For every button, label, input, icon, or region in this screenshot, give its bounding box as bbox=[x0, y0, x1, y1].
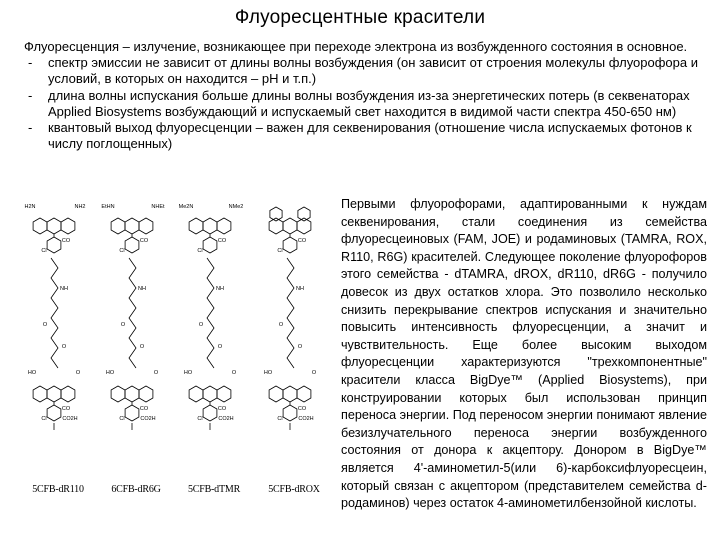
svg-text:Cl: Cl bbox=[41, 248, 47, 254]
svg-text:O: O bbox=[198, 322, 204, 328]
molecule-caption: 5CFB-dROX bbox=[268, 484, 320, 495]
molecule-caption: 5CFB-dTMR bbox=[187, 484, 241, 495]
svg-text:Cl: Cl bbox=[197, 248, 203, 254]
svg-text:CO: CO bbox=[217, 406, 227, 412]
svg-text:O: O bbox=[311, 370, 317, 376]
svg-text:HO: HO bbox=[183, 370, 193, 376]
svg-text:CO: CO bbox=[61, 238, 71, 244]
bullet-list bbox=[24, 55, 700, 152]
chemical-structure-drawing bbox=[96, 198, 176, 476]
slide-title: Флуоресцентные красители bbox=[234, 7, 486, 28]
svg-text:CO: CO bbox=[61, 406, 71, 412]
svg-text:O: O bbox=[231, 370, 237, 376]
molecule-caption: 6CFB-dR6G bbox=[111, 484, 161, 495]
chemical-structure-drawing bbox=[18, 198, 98, 476]
svg-text:CO: CO bbox=[297, 406, 307, 412]
svg-text:O: O bbox=[278, 322, 284, 328]
bullet-text: спектр эмиссии не зависит от длины волны возбуждения (он зависит от строения молекулы флуорофора и условий, в которых он находится – pH и т.п.) bbox=[48, 55, 698, 87]
svg-text:NMe2: NMe2 bbox=[228, 204, 244, 210]
svg-text:CO2H: CO2H bbox=[62, 416, 78, 422]
svg-text:NH: NH bbox=[138, 286, 146, 292]
svg-text:O: O bbox=[297, 344, 303, 350]
svg-text:H2N: H2N bbox=[24, 204, 36, 210]
bullet-text: квантовый выход флуоресценции – важен для секвенирования (отношение числа испускаемых фотонов к числу поглощенных) bbox=[48, 120, 692, 152]
svg-text:NHEt: NHEt bbox=[151, 204, 165, 210]
intro-lead: Флуоресценция – излучение, возникающее при переходе электрона из возбужденного состояния в основное. bbox=[24, 39, 688, 54]
svg-text:NH: NH bbox=[216, 286, 224, 292]
svg-text:O: O bbox=[139, 344, 145, 350]
molecule-caption: 5CFB-dR110 bbox=[32, 484, 84, 495]
svg-text:CO2H: CO2H bbox=[298, 416, 314, 422]
svg-text:Cl: Cl bbox=[119, 248, 125, 254]
svg-text:HO: HO bbox=[263, 370, 273, 376]
svg-text:O: O bbox=[61, 344, 67, 350]
svg-text:Cl: Cl bbox=[41, 416, 47, 422]
svg-text:CO: CO bbox=[139, 238, 149, 244]
bullet-text: длина волны испускания больше длины волны возбуждения из-за энергетических потерь (в секвенаторах Applied Biosystems возбуждающий и испускаемый свет находится в видимой части спектра 450-650 нм) bbox=[48, 87, 690, 119]
svg-text:CO2H: CO2H bbox=[218, 416, 234, 422]
chemical-structure-drawing bbox=[254, 198, 334, 476]
molecule-structure bbox=[174, 198, 254, 498]
svg-text:CO: CO bbox=[297, 238, 307, 244]
svg-text:Me2N: Me2N bbox=[178, 204, 194, 210]
svg-text:NH: NH bbox=[60, 286, 68, 292]
svg-text:EtHN: EtHN bbox=[101, 204, 115, 210]
svg-text:O: O bbox=[42, 322, 48, 328]
svg-text:CO2H: CO2H bbox=[140, 416, 156, 422]
chemical-structure-drawing bbox=[174, 198, 254, 476]
svg-text:O: O bbox=[75, 370, 81, 376]
bullet-item: - длина волны испускания больше длины волны возбуждения из-за энергетических потерь (в секвенаторах Applied Biosystems возбуждающий и испускаемый свет находится в видимой части спектра 450-650 нм) bbox=[28, 87, 690, 119]
svg-text:HO: HO bbox=[27, 370, 37, 376]
svg-text:O: O bbox=[217, 344, 223, 350]
svg-text:NH2: NH2 bbox=[74, 204, 86, 210]
dye-structures bbox=[18, 198, 333, 498]
svg-text:CO: CO bbox=[217, 238, 227, 244]
bullet-item: - спектр эмиссии не зависит от длины волны возбуждения (он зависит от строения молекулы флуорофора и условий, в которых он находится – pH и т.п.) bbox=[28, 55, 698, 87]
bullet-item: - квантовый выход флуоресценции – важен для секвенирования (отношение числа испускаемых фотонов к числу поглощенных) bbox=[28, 120, 692, 152]
svg-text:Cl: Cl bbox=[197, 416, 203, 422]
svg-text:O: O bbox=[153, 370, 159, 376]
svg-text:Cl: Cl bbox=[277, 248, 283, 254]
description-paragraph: Первыми флуорофорами, адаптированными к нуждам секвенирования, стали соединения из семейства флуоресцеиновых (FAM, JOE) и родаминовых (TAMRA, ROX, R110, R6G) красителей. Следующее поколение флуорофоров этого семейства - dTAMRA, dROX, dR110, dR6G - получило довесок из двух остатков хлора. Это позволило несколько снизить перекрывание спектров испускания и значительно повысить интенсивность флуоресценции, а значит и чувствительность. Еще более высоким выходом флуоресценции характеризуются "трехкомпонентные" красители класса BigDye™ (Applied Biosystems), при конструировании которых был использован принцип переноса энергии. Под переносом энергии понимают явление безизлучательного переноса энергии возбужденного состояния от донора к акцептору. Донором в BigDye™ является 4'-аминометил-5(или 6)-карбоксифлуоресцеин, который связан с акцептором (представителем семейства d-родаминов) через остаток 4-аминометилбензойной кислоты. bbox=[341, 197, 707, 511]
description-text bbox=[341, 196, 707, 513]
molecule-structure bbox=[18, 198, 98, 498]
molecule-structure bbox=[254, 198, 334, 498]
svg-text:HO: HO bbox=[105, 370, 115, 376]
svg-text:CO: CO bbox=[139, 406, 149, 412]
svg-text:Cl: Cl bbox=[119, 416, 125, 422]
svg-text:Cl: Cl bbox=[277, 416, 283, 422]
svg-text:O: O bbox=[120, 322, 126, 328]
svg-text:NH: NH bbox=[296, 286, 304, 292]
molecule-structure bbox=[96, 198, 176, 498]
intro-section bbox=[24, 39, 700, 152]
